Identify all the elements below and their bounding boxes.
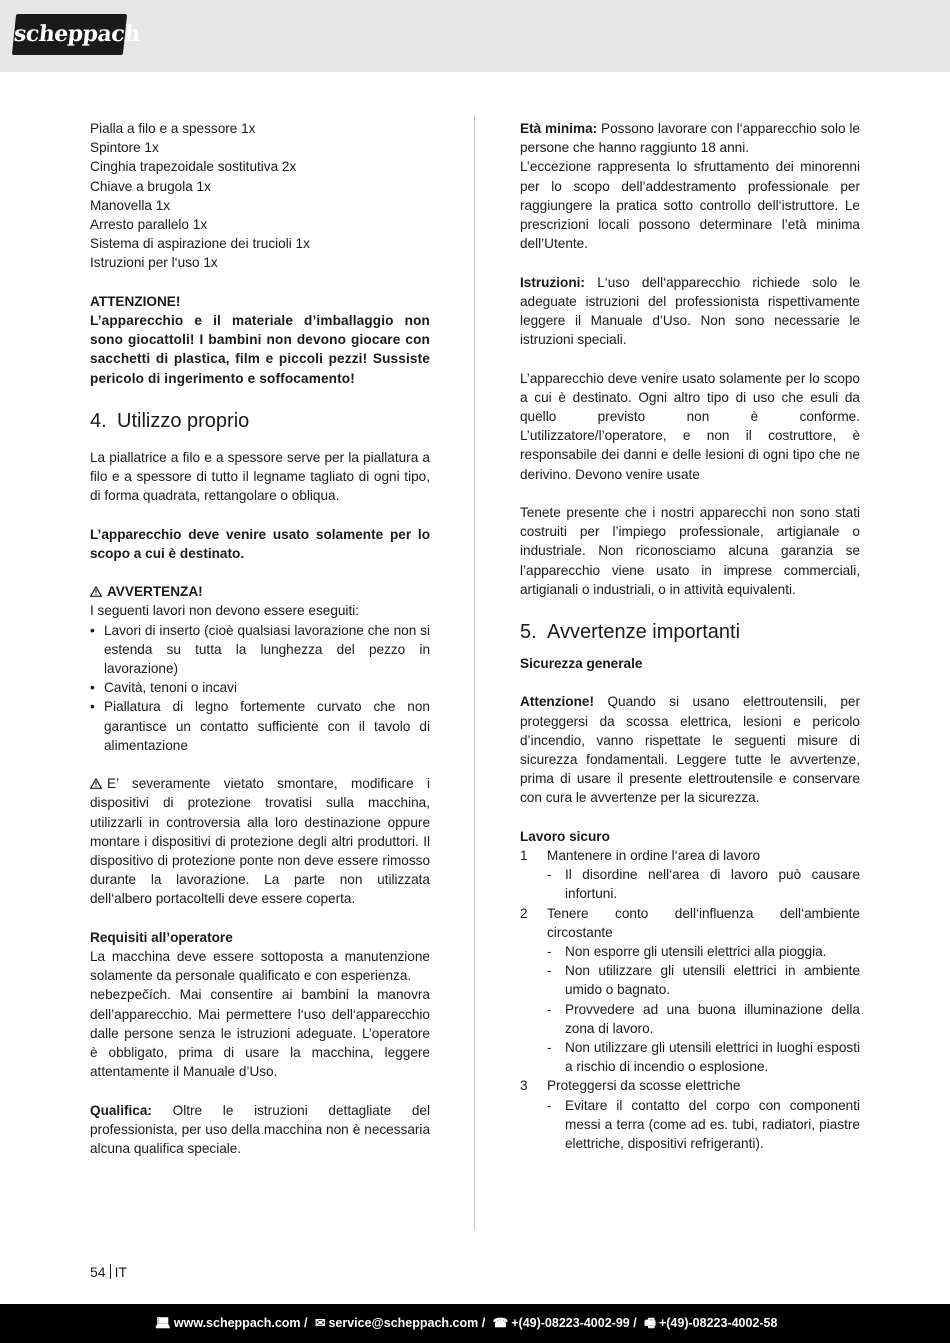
section-title: Utilizzo proprio (117, 409, 250, 432)
website-link[interactable]: www.scheppach.com / (173, 1316, 308, 1330)
sub-item (520, 1096, 860, 1154)
sicurezza-heading: Sicurezza generale (520, 656, 643, 672)
page-number (90, 1264, 127, 1280)
warning-title: AVVERTENZA! (107, 584, 203, 600)
list-item: Pialla a filo e a spessore 1x (90, 121, 256, 136)
paragraph: L’apparecchio deve venire usato solamente per lo scopo a cui è destinato. Ogni altro tipo di uso che esuli da quello previsto non è conforme. L’utilizzatore/l’operatore, e non il costruttore, è responsabile dei danni e delle lesioni di ogni tipo che ne derivino. Devono venire usate (520, 370, 860, 482)
warning-intro: I seguenti lavori non devono essere eseguiti: (90, 603, 360, 619)
numbered-item (520, 1076, 860, 1095)
dash: - (547, 944, 552, 960)
sub-item (520, 961, 860, 999)
sub-item (520, 1038, 860, 1076)
attenzione-paragraph (520, 692, 860, 807)
dash: - (547, 1040, 552, 1056)
istruzioni-text: L‘uso dell‘apparecchio richiede solo le adeguate istruzioni del professionista rispettivamente leggere il Manuale d’Uso. Non sono necessarie le istruzioni speciali. (520, 274, 860, 348)
qualifica-label: Qualifica: (90, 1102, 152, 1118)
list-item: Sistema di aspirazione dei trucioli 1x (90, 236, 310, 252)
list-item-text: Lavori di inserto (cioè qualsiasi lavorazione che non si estenda su tutta la lunghezza del pezzo in lavorazione) (104, 622, 430, 677)
numbered-item (520, 846, 860, 865)
dash: - (547, 867, 552, 883)
dash: - (547, 1001, 552, 1017)
bullet: • (90, 680, 95, 696)
section-5-heading (520, 614, 860, 646)
istruzioni-paragraph (520, 273, 860, 350)
item-text: Proteggersi da scosse elettriche (547, 1078, 741, 1094)
paragraph: La macchina deve essere sottoposta a manutenzione solamente da personale qualificato e con esperienza. (90, 949, 430, 984)
paragraph: L’eccezione rappresenta lo sfruttamento dei minorenni per lo scopo dell’addestramento professionale per raggiungere la pratica sotto controllo dell‘istruttore. Le prescrizioni locali possono determinare l’età minima dell’Utente. (520, 159, 860, 252)
warning-heading (90, 582, 430, 601)
sub-item (520, 942, 860, 961)
item-number: 1 (520, 848, 528, 864)
page-separator (110, 1264, 111, 1279)
numbered-item (520, 904, 860, 942)
eta-text: Possono lavorare con l‘apparecchio solo le persone che hanno raggiunto 18 anni. (520, 121, 860, 156)
section-4-heading (90, 403, 430, 435)
item-number: 3 (520, 1078, 528, 1094)
list-item (90, 621, 430, 679)
warning-icon (90, 586, 102, 597)
language-code: IT (114, 1264, 128, 1280)
email-icon: ✉︎ (314, 1316, 326, 1330)
paragraph: Tenete presente che i nostri apparecchi non sono stati costruiti per l’impiego professionale, artigianale o industriale. Non riconosciamo alcuna garanzia se l’apparecchio viene usato in imprese commerciali, artigianali o industriali, o in attività equivalenti. (520, 505, 860, 597)
fax-icon: 🖷︎ (644, 1316, 656, 1330)
sub-item-text: Il disordine nell‘area di lavoro può causare infortuni. (565, 867, 860, 902)
list-item: Cinghia trapezoidale sostitutiva 2x (90, 159, 297, 175)
right-column (520, 119, 860, 1153)
warning-paragraph (90, 774, 430, 908)
list-item: Chiave a brugola 1x (90, 178, 211, 194)
sub-item-text: Evitare il contatto del corpo con componenti messi a terra (come ad es. tubi, radiatori, piastre elettriche, dispositivi refrigeranti). (565, 1097, 860, 1152)
section-title: Avvertenze importanti (547, 621, 741, 644)
warning-text: E’ severamente vietato smontare, modificare i dispositivi di protezione trovatisi sulla macchina, utilizzarli in controversia alla loro destinazione oppure montare i dispositivi di protezione degli altri produttori. Il dispositivo di protezione ponte non deve essere rimosso durante la lavorazione. La parte non utilizzata dell‘albero portacoltelli deve essere coperta. (90, 776, 430, 907)
page-number-value: 54 (90, 1264, 106, 1280)
qualifica-text: Oltre le istruzioni dettagliate del professionista, per uso della macchina non è necessaria alcuna qualifica speciale. (90, 1102, 430, 1157)
fax-number: +(49)-08223-4002-58 (658, 1316, 778, 1330)
dash: - (547, 963, 552, 979)
bullet: • (90, 622, 95, 638)
item-number: 2 (520, 905, 528, 921)
sub-item-text: Non esporre gli utensili elettrici alla pioggia. (565, 944, 827, 960)
list-item: Istruzioni per l‘uso 1x (90, 255, 218, 271)
list-item: Manovella 1x (90, 197, 171, 213)
contents-list (90, 119, 430, 273)
dash: - (547, 1097, 552, 1113)
sub-item-text: Non utilizzare gli utensili elettrici in ambiente umido o bagnato. (565, 963, 860, 998)
attenzione-text: Quando si usano elettroutensili, per proteggersi da scossa elettrica, lesioni e pericolo d’incendio, vanno rispettate le seguenti misure di sicurezza fondamentali. Leggere tutte le avvertenze, prima di usare il presente elettroutensile e conservare con cura le avvertenze per la sicurezza. (520, 694, 860, 806)
footer-bar (0, 1304, 950, 1343)
paragraph: nebezpečích. Mai consentire ai bambini la manovra dell’apparecchio. Mai permettere l‘uso dell‘apparecchio dalle persone senza le istruzioni adeguate. L’operatore è obbligato, prima di usare la macchina, leggere attentamente il Manuale d’Uso. (90, 987, 430, 1080)
attention-text: L’apparecchio e il materiale d’imballaggio non sono giocattoli! I bambini non devono giocare con sacchetti di plastica, film e piccoli pezzi! Sussiste pericolo di ingerimento e soffocamento! (90, 313, 430, 386)
warning-icon (90, 778, 102, 789)
list-item-text: Cavità, tenoni o incavi (104, 680, 237, 696)
qualifica-paragraph (90, 1101, 430, 1159)
column-divider (474, 115, 475, 1230)
lavoro-heading: Lavoro sicuro (520, 828, 610, 844)
bullet: • (90, 699, 95, 715)
paragraph: La piallatrice a filo e a spessore serve per la piallatura a filo e a spessore di tutto il legname tagliato di ogni tipo, di forma quadrata, rettangolare o obliqua. (90, 449, 430, 504)
eta-paragraph (520, 119, 860, 157)
istruzioni-label: Istruzioni: (520, 274, 585, 290)
eta-label: Età minima: (520, 121, 598, 136)
brand-logo: scheppach (12, 14, 127, 55)
page-header (0, 0, 950, 72)
item-text: Tenere conto dell‘influenza dell‘ambiente circostante (547, 905, 860, 940)
item-text: Mantenere in ordine l‘area di lavoro (547, 848, 761, 864)
list-item (90, 678, 430, 697)
list-item: Spintore 1x (90, 140, 159, 156)
operator-heading: Requisiti all’operatore (90, 929, 233, 945)
attention-title: ATTENZIONE! (90, 293, 181, 309)
section-number: 4. (90, 409, 107, 432)
list-item: Arresto parallelo 1x (90, 217, 208, 233)
list-item (90, 697, 430, 755)
sub-item (520, 865, 860, 903)
sub-item (520, 1000, 860, 1038)
email-link[interactable]: service@scheppach.com / (328, 1316, 486, 1330)
computer-icon: 💻︎ (155, 1316, 171, 1330)
list-item-text: Piallatura di legno fortemente curvato che non garantisce un contatto sufficiente con il tavolo di alimentazione (104, 699, 430, 753)
attenzione-label: Attenzione! (520, 694, 595, 710)
sub-item-text: Provvedere ad una buona illuminazione della zona di lavoro. (565, 1001, 860, 1036)
phone-number: +(49)-08223-4002-99 / (511, 1316, 637, 1330)
sub-item-text: Non utilizzare gli utensili elettrici in luoghi esposti a rischio di incendio o esplosione. (565, 1040, 860, 1075)
phone-icon: ☎︎ (492, 1316, 509, 1330)
paragraph-bold: L’apparecchio deve venire usato solamente per lo scopo a cui è destinato. (90, 526, 430, 561)
left-column (90, 119, 430, 1158)
section-number: 5. (520, 621, 537, 644)
